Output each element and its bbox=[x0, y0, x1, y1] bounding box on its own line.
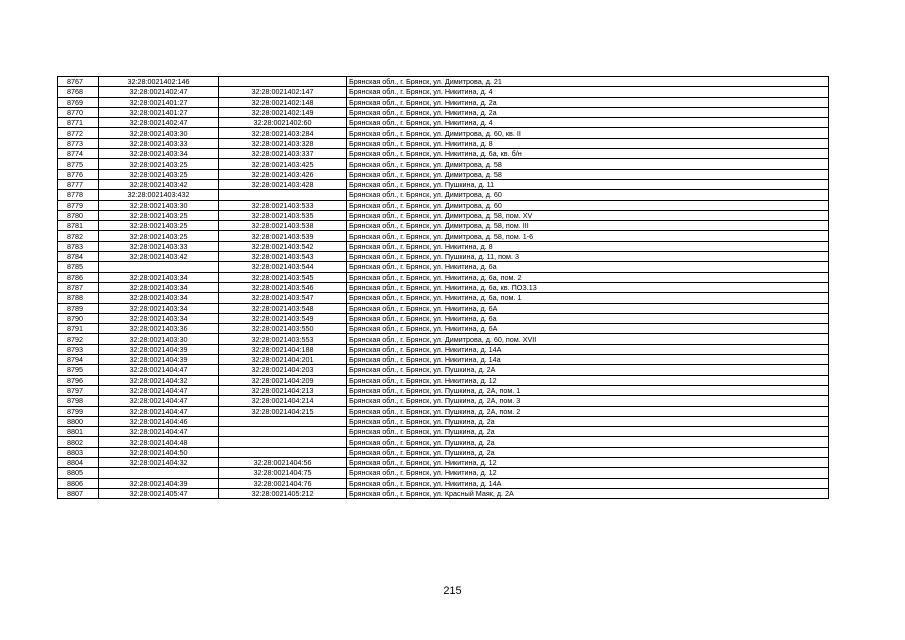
row-number-cell: 8799 bbox=[58, 406, 99, 416]
address-cell: Брянская обл., г. Брянск, ул. Никитина, д. 14А bbox=[347, 478, 829, 488]
parent-cadastral-cell: 32:28:0021403:34 bbox=[99, 313, 219, 323]
row-number-cell: 8777 bbox=[58, 179, 99, 189]
row-number-cell: 8785 bbox=[58, 262, 99, 272]
row-number-cell: 8793 bbox=[58, 344, 99, 354]
table-row bbox=[58, 478, 829, 488]
cadastral-number-cell: 32:28:0021403:426 bbox=[219, 169, 347, 179]
cadastral-number-cell bbox=[219, 190, 347, 200]
address-cell: Брянская обл., г. Брянск, ул. Пушкина, д. 2а bbox=[347, 437, 829, 447]
address-cell: Брянская обл., г. Брянск, ул. Димитрова, д. 58 bbox=[347, 169, 829, 179]
row-number-cell: 8772 bbox=[58, 128, 99, 138]
cadastral-number-cell: 32:28:0021403:549 bbox=[219, 313, 347, 323]
table-row bbox=[58, 221, 829, 231]
cadastral-number-cell: 32:28:0021402:147 bbox=[219, 87, 347, 97]
parent-cadastral-cell: 32:28:0021403:30 bbox=[99, 128, 219, 138]
cadastral-number-cell bbox=[219, 416, 347, 426]
address-cell: Брянская обл., г. Брянск, ул. Красный Маяк, д. 2А bbox=[347, 488, 829, 498]
address-cell: Брянская обл., г. Брянск, ул. Пушкина, д. 2а bbox=[347, 427, 829, 437]
table-row bbox=[58, 138, 829, 148]
table-row bbox=[58, 118, 829, 128]
page-number: 215 bbox=[443, 585, 462, 597]
cadastral-number-cell: 32:28:0021403:542 bbox=[219, 241, 347, 251]
row-number-cell: 8776 bbox=[58, 169, 99, 179]
cadastral-number-cell: 32:28:0021404:75 bbox=[219, 468, 347, 478]
parent-cadastral-cell: 32:28:0021403:25 bbox=[99, 169, 219, 179]
parent-cadastral-cell: 32:28:0021404:46 bbox=[99, 416, 219, 426]
parent-cadastral-cell: 32:28:0021403:36 bbox=[99, 324, 219, 334]
address-cell: Брянская обл., г. Брянск, ул. Никитина, д. 4 bbox=[347, 118, 829, 128]
cadastral-number-cell: 32:28:0021403:428 bbox=[219, 179, 347, 189]
parent-cadastral-cell: 32:28:0021402:146 bbox=[99, 77, 219, 87]
row-number-cell: 8802 bbox=[58, 437, 99, 447]
table-row bbox=[58, 385, 829, 395]
address-cell: Брянская обл., г. Брянск, ул. Пушкина, д. 2А, пом. 3 bbox=[347, 396, 829, 406]
address-cell: Брянская обл., г. Брянск, ул. Пушкина, д. 2А, пом. 1 bbox=[347, 385, 829, 395]
address-cell: Брянская обл., г. Брянск, ул. Пушкина, д. 2а bbox=[347, 447, 829, 457]
table-row bbox=[58, 200, 829, 210]
parent-cadastral-cell: 32:28:0021403:34 bbox=[99, 303, 219, 313]
cadastral-number-cell: 32:28:0021404:203 bbox=[219, 365, 347, 375]
parent-cadastral-cell: 32:28:0021404:47 bbox=[99, 385, 219, 395]
row-number-cell: 8790 bbox=[58, 313, 99, 323]
table-row bbox=[58, 334, 829, 344]
cadastral-number-cell: 32:28:0021403:550 bbox=[219, 324, 347, 334]
cadastral-number-cell: 32:28:0021402:148 bbox=[219, 97, 347, 107]
row-number-cell: 8783 bbox=[58, 241, 99, 251]
cadastral-number-cell: 32:28:0021403:553 bbox=[219, 334, 347, 344]
table-row bbox=[58, 149, 829, 159]
row-number-cell: 8780 bbox=[58, 210, 99, 220]
parent-cadastral-cell: 32:28:0021402:47 bbox=[99, 118, 219, 128]
row-number-cell: 8791 bbox=[58, 324, 99, 334]
address-cell: Брянская обл., г. Брянск, ул. Димитрова, д. 58, пом. III bbox=[347, 221, 829, 231]
parent-cadastral-cell: 32:28:0021403:25 bbox=[99, 231, 219, 241]
parent-cadastral-cell: 32:28:0021403:34 bbox=[99, 149, 219, 159]
address-cell: Брянская обл., г. Брянск, ул. Никитина, д. 12 bbox=[347, 375, 829, 385]
address-cell: Брянская обл., г. Брянск, ул. Димитрова, д. 58, пом. XV bbox=[347, 210, 829, 220]
address-cell: Брянская обл., г. Брянск, ул. Димитрова, д. 21 bbox=[347, 77, 829, 87]
parent-cadastral-cell bbox=[99, 468, 219, 478]
address-cell: Брянская обл., г. Брянск, ул. Никитина, д. 8 bbox=[347, 138, 829, 148]
cadastral-number-cell: 32:28:0021404:56 bbox=[219, 457, 347, 467]
parent-cadastral-cell: 32:28:0021403:34 bbox=[99, 272, 219, 282]
row-number-cell: 8781 bbox=[58, 221, 99, 231]
address-cell: Брянская обл., г. Брянск, ул. Пушкина, д. 2А, пом. 2 bbox=[347, 406, 829, 416]
table-row bbox=[58, 303, 829, 313]
row-number-cell: 8771 bbox=[58, 118, 99, 128]
address-cell: Брянская обл., г. Брянск, ул. Никитина, д. 6а bbox=[347, 262, 829, 272]
row-number-cell: 8788 bbox=[58, 293, 99, 303]
address-cell: Брянская обл., г. Брянск, ул. Димитрова, д. 58, пом. 1-6 bbox=[347, 231, 829, 241]
row-number-cell: 8787 bbox=[58, 282, 99, 292]
parent-cadastral-cell: 32:28:0021404:50 bbox=[99, 447, 219, 457]
parent-cadastral-cell: 32:28:0021403:34 bbox=[99, 282, 219, 292]
address-cell: Брянская обл., г. Брянск, ул. Никитина, д. 6а bbox=[347, 313, 829, 323]
table-row bbox=[58, 77, 829, 87]
cadastral-number-cell: 32:28:0021404:201 bbox=[219, 355, 347, 365]
table-row bbox=[58, 252, 829, 262]
cadastral-number-cell: 32:28:0021403:543 bbox=[219, 252, 347, 262]
cadastral-number-cell: 32:28:0021404:209 bbox=[219, 375, 347, 385]
address-cell: Брянская обл., г. Брянск, ул. Димитрова, д. 60, кв. II bbox=[347, 128, 829, 138]
row-number-cell: 8768 bbox=[58, 87, 99, 97]
address-cell: Брянская обл., г. Брянск, ул. Никитина, д. 4 bbox=[347, 87, 829, 97]
parent-cadastral-cell: 32:28:0021404:39 bbox=[99, 478, 219, 488]
table-row bbox=[58, 87, 829, 97]
row-number-cell: 8807 bbox=[58, 488, 99, 498]
registry-table bbox=[57, 76, 829, 499]
cadastral-number-cell: 32:28:0021403:539 bbox=[219, 231, 347, 241]
table-row bbox=[58, 179, 829, 189]
parent-cadastral-cell: 32:28:0021404:39 bbox=[99, 355, 219, 365]
parent-cadastral-cell: 32:28:0021401:27 bbox=[99, 97, 219, 107]
parent-cadastral-cell: 32:28:0021403:30 bbox=[99, 334, 219, 344]
address-cell: Брянская обл., г. Брянск, ул. Никитина, д. 6а, пом. 1 bbox=[347, 293, 829, 303]
parent-cadastral-cell: 32:28:0021401:27 bbox=[99, 107, 219, 117]
cadastral-number-cell: 32:28:0021403:284 bbox=[219, 128, 347, 138]
table-row bbox=[58, 159, 829, 169]
row-number-cell: 8803 bbox=[58, 447, 99, 457]
table-row bbox=[58, 97, 829, 107]
parent-cadastral-cell: 32:28:0021404:47 bbox=[99, 396, 219, 406]
cadastral-number-cell: 32:28:0021403:538 bbox=[219, 221, 347, 231]
row-number-cell: 8806 bbox=[58, 478, 99, 488]
parent-cadastral-cell bbox=[99, 262, 219, 272]
row-number-cell: 8801 bbox=[58, 427, 99, 437]
table-row bbox=[58, 324, 829, 334]
parent-cadastral-cell: 32:28:0021403:25 bbox=[99, 221, 219, 231]
table-row bbox=[58, 262, 829, 272]
table-row bbox=[58, 447, 829, 457]
row-number-cell: 8770 bbox=[58, 107, 99, 117]
row-number-cell: 8794 bbox=[58, 355, 99, 365]
table-row bbox=[58, 272, 829, 282]
parent-cadastral-cell: 32:28:0021403:25 bbox=[99, 210, 219, 220]
cadastral-number-cell: 32:28:0021403:544 bbox=[219, 262, 347, 272]
cadastral-number-cell: 32:28:0021404:76 bbox=[219, 478, 347, 488]
table-row bbox=[58, 416, 829, 426]
row-number-cell: 8804 bbox=[58, 457, 99, 467]
parent-cadastral-cell: 32:28:0021403:42 bbox=[99, 252, 219, 262]
address-cell: Брянская обл., г. Брянск, ул. Никитина, д. 6А bbox=[347, 324, 829, 334]
row-number-cell: 8775 bbox=[58, 159, 99, 169]
row-number-cell: 8798 bbox=[58, 396, 99, 406]
row-number-cell: 8767 bbox=[58, 77, 99, 87]
cadastral-number-cell: 32:28:0021405:212 bbox=[219, 488, 347, 498]
table-row bbox=[58, 488, 829, 498]
table-row bbox=[58, 365, 829, 375]
cadastral-number-cell bbox=[219, 427, 347, 437]
row-number-cell: 8778 bbox=[58, 190, 99, 200]
address-cell: Брянская обл., г. Брянск, ул. Димитрова, д. 60 bbox=[347, 200, 829, 210]
address-cell: Брянская обл., г. Брянск, ул. Никитина, д. 12 bbox=[347, 468, 829, 478]
table-row bbox=[58, 427, 829, 437]
cadastral-number-cell: 32:28:0021404:188 bbox=[219, 344, 347, 354]
cadastral-number-cell: 32:28:0021403:545 bbox=[219, 272, 347, 282]
parent-cadastral-cell: 32:28:0021403:33 bbox=[99, 241, 219, 251]
row-number-cell: 8797 bbox=[58, 385, 99, 395]
parent-cadastral-cell: 32:28:0021404:47 bbox=[99, 427, 219, 437]
row-number-cell: 8800 bbox=[58, 416, 99, 426]
row-number-cell: 8795 bbox=[58, 365, 99, 375]
parent-cadastral-cell: 32:28:0021404:32 bbox=[99, 457, 219, 467]
address-cell: Брянская обл., г. Брянск, ул. Никитина, д. 2а bbox=[347, 107, 829, 117]
table-row bbox=[58, 468, 829, 478]
address-cell: Брянская обл., г. Брянск, ул. Никитина, д. 14А bbox=[347, 344, 829, 354]
row-number-cell: 8774 bbox=[58, 149, 99, 159]
cadastral-number-cell: 32:28:0021403:425 bbox=[219, 159, 347, 169]
cadastral-number-cell: 32:28:0021403:547 bbox=[219, 293, 347, 303]
address-cell: Брянская обл., г. Брянск, ул. Никитина, д. 6а, пом. 2 bbox=[347, 272, 829, 282]
address-cell: Брянская обл., г. Брянск, ул. Пушкина, д. 2А bbox=[347, 365, 829, 375]
address-cell: Брянская обл., г. Брянск, ул. Пушкина, д. 11 bbox=[347, 179, 829, 189]
parent-cadastral-cell: 32:28:0021404:39 bbox=[99, 344, 219, 354]
address-cell: Брянская обл., г. Брянск, ул. Пушкина, д. 11, пом. 3 bbox=[347, 252, 829, 262]
table-row bbox=[58, 190, 829, 200]
table-row bbox=[58, 169, 829, 179]
table-row bbox=[58, 282, 829, 292]
row-number-cell: 8782 bbox=[58, 231, 99, 241]
address-cell: Брянская обл., г. Брянск, ул. Никитина, д. 14а bbox=[347, 355, 829, 365]
cadastral-number-cell: 32:28:0021403:535 bbox=[219, 210, 347, 220]
parent-cadastral-cell: 32:28:0021403:30 bbox=[99, 200, 219, 210]
parent-cadastral-cell: 32:28:0021403:432 bbox=[99, 190, 219, 200]
table-row bbox=[58, 344, 829, 354]
parent-cadastral-cell: 32:28:0021403:34 bbox=[99, 293, 219, 303]
table-row bbox=[58, 375, 829, 385]
row-number-cell: 8805 bbox=[58, 468, 99, 478]
table-row bbox=[58, 313, 829, 323]
address-cell: Брянская обл., г. Брянск, ул. Никитина, д. 6а, кв. б/н bbox=[347, 149, 829, 159]
table-row bbox=[58, 128, 829, 138]
row-number-cell: 8769 bbox=[58, 97, 99, 107]
address-cell: Брянская обл., г. Брянск, ул. Димитрова, д. 60, пом. XVII bbox=[347, 334, 829, 344]
row-number-cell: 8779 bbox=[58, 200, 99, 210]
cadastral-number-cell bbox=[219, 77, 347, 87]
table-row bbox=[58, 293, 829, 303]
address-cell: Брянская обл., г. Брянск, ул. Никитина, д. 8 bbox=[347, 241, 829, 251]
row-number-cell: 8789 bbox=[58, 303, 99, 313]
address-cell: Брянская обл., г. Брянск, ул. Пушкина, д. 2а bbox=[347, 416, 829, 426]
parent-cadastral-cell: 32:28:0021404:47 bbox=[99, 406, 219, 416]
table-row bbox=[58, 210, 829, 220]
row-number-cell: 8773 bbox=[58, 138, 99, 148]
address-cell: Брянская обл., г. Брянск, ул. Никитина, д. 6А bbox=[347, 303, 829, 313]
cadastral-number-cell: 32:28:0021403:533 bbox=[219, 200, 347, 210]
cadastral-number-cell bbox=[219, 447, 347, 457]
address-cell: Брянская обл., г. Брянск, ул. Димитрова, д. 60 bbox=[347, 190, 829, 200]
row-number-cell: 8796 bbox=[58, 375, 99, 385]
cadastral-number-cell: 32:28:0021404:213 bbox=[219, 385, 347, 395]
cadastral-number-cell: 32:28:0021404:214 bbox=[219, 396, 347, 406]
parent-cadastral-cell: 32:28:0021404:47 bbox=[99, 365, 219, 375]
cadastral-number-cell: 32:28:0021403:328 bbox=[219, 138, 347, 148]
table-row bbox=[58, 107, 829, 117]
cadastral-number-cell bbox=[219, 437, 347, 447]
cadastral-number-cell: 32:28:0021403:546 bbox=[219, 282, 347, 292]
table-row bbox=[58, 355, 829, 365]
cadastral-number-cell: 32:28:0021403:548 bbox=[219, 303, 347, 313]
table-row bbox=[58, 241, 829, 251]
table-row bbox=[58, 231, 829, 241]
cadastral-number-cell: 32:28:0021404:215 bbox=[219, 406, 347, 416]
row-number-cell: 8784 bbox=[58, 252, 99, 262]
parent-cadastral-cell: 32:28:0021403:42 bbox=[99, 179, 219, 189]
table-row bbox=[58, 396, 829, 406]
parent-cadastral-cell: 32:28:0021404:48 bbox=[99, 437, 219, 447]
address-cell: Брянская обл., г. Брянск, ул. Димитрова, д. 58 bbox=[347, 159, 829, 169]
row-number-cell: 8786 bbox=[58, 272, 99, 282]
table-row bbox=[58, 437, 829, 447]
table-row bbox=[58, 406, 829, 416]
cadastral-number-cell: 32:28:0021403:337 bbox=[219, 149, 347, 159]
parent-cadastral-cell: 32:28:0021405:47 bbox=[99, 488, 219, 498]
row-number-cell: 8792 bbox=[58, 334, 99, 344]
cadastral-number-cell: 32:28:0021402:60 bbox=[219, 118, 347, 128]
parent-cadastral-cell: 32:28:0021403:33 bbox=[99, 138, 219, 148]
address-cell: Брянская обл., г. Брянск, ул. Никитина, д. 2а bbox=[347, 97, 829, 107]
address-cell: Брянская обл., г. Брянск, ул. Никитина, д. 12 bbox=[347, 457, 829, 467]
parent-cadastral-cell: 32:28:0021403:25 bbox=[99, 159, 219, 169]
address-cell: Брянская обл., г. Брянск, ул. Никитина, д. 6а, кв. ПОЗ.13 bbox=[347, 282, 829, 292]
registry-table-body bbox=[58, 77, 829, 499]
cadastral-number-cell: 32:28:0021402:149 bbox=[219, 107, 347, 117]
parent-cadastral-cell: 32:28:0021402:47 bbox=[99, 87, 219, 97]
parent-cadastral-cell: 32:28:0021404:32 bbox=[99, 375, 219, 385]
table-row bbox=[58, 457, 829, 467]
